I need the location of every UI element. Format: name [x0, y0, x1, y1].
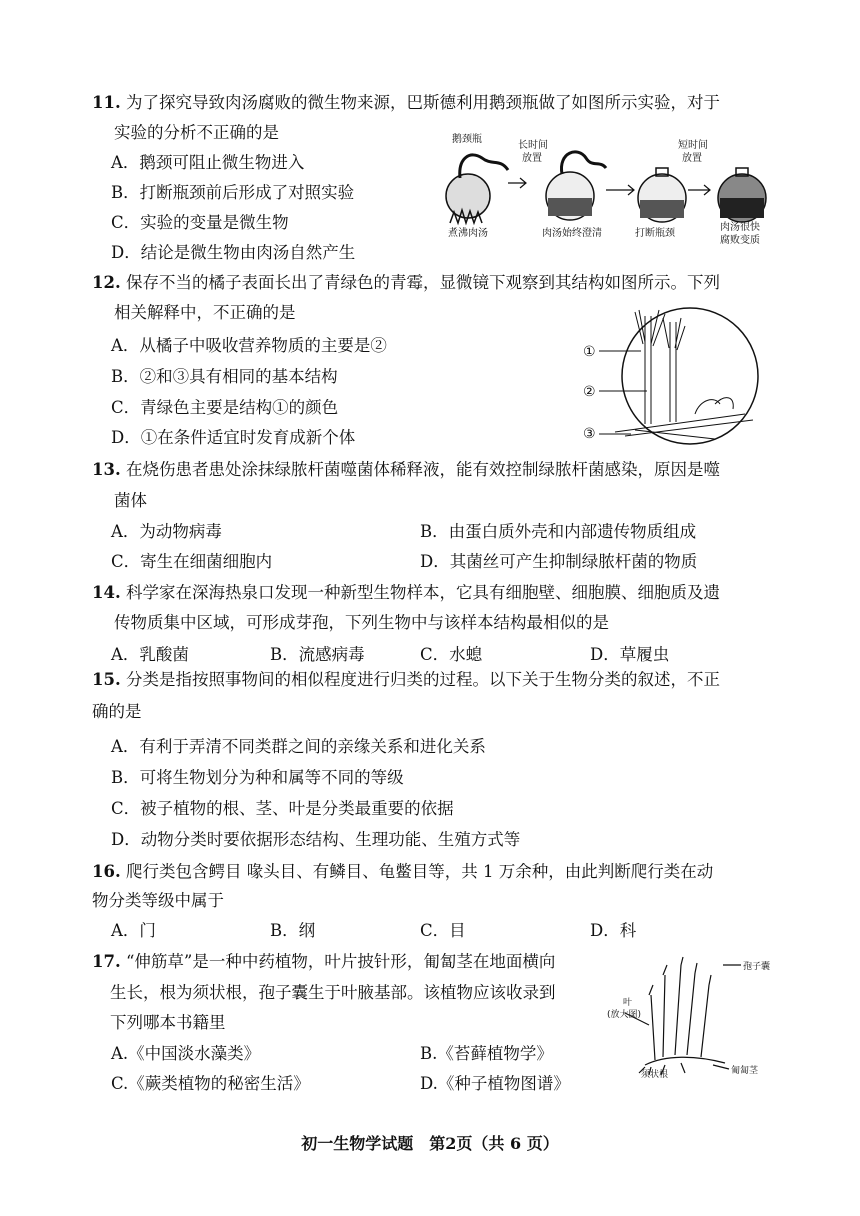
- q15-option-b: B．可将生物划分为种和属等不同的等级: [111, 768, 404, 787]
- fig-label: 放置: [682, 153, 702, 164]
- fig-label: ①: [583, 344, 596, 360]
- q17-option-c: C.《蕨类植物的秘密生活》: [111, 1074, 310, 1093]
- question-14-stem-cont: 传物质集中区域，可形成芽孢，下列生物中与该样本结构最相似的是: [114, 613, 609, 632]
- swan-neck-flask-figure: [430, 128, 780, 248]
- q17-option-d: D.《种子植物图谱》: [420, 1074, 570, 1093]
- fig-label: 腐败变质: [720, 235, 760, 246]
- q16-option-d: D．科: [590, 921, 637, 940]
- fig-label: 煮沸肉汤: [448, 228, 488, 239]
- question-number: 14.: [92, 583, 121, 602]
- fig-label: 须状根: [641, 1070, 669, 1080]
- q13-option-a: A．为动物病毒: [111, 522, 222, 541]
- fig-label: 短时间: [678, 140, 708, 151]
- clubmoss-figure: [605, 955, 780, 1080]
- question-13-stem: 13. 在烧伤患者患处涂抹绿脓杆菌噬菌体稀释液，能有效控制绿脓杆菌感染，原因是噬: [92, 460, 720, 479]
- fig-label: 放置: [522, 153, 542, 164]
- q12-option-b: B．②和③具有相同的基本结构: [111, 367, 338, 386]
- fig-label: 叶: [623, 998, 633, 1008]
- question-number: 12.: [92, 273, 121, 292]
- q16-option-b: B．纲: [270, 921, 316, 940]
- fig-label: 肉汤始终澄清: [542, 228, 602, 239]
- q16-option-a: A．门: [111, 921, 156, 940]
- page-footer: 初一生物学试题 第2页（共 6 页）: [301, 1134, 559, 1153]
- q11-option-d: D．结论是微生物由肉汤自然产生: [111, 243, 356, 262]
- q14-option-b: B．流感病毒: [270, 645, 365, 664]
- q11-option-c: C．实验的变量是微生物: [111, 213, 289, 232]
- fig-label: ②: [583, 384, 596, 400]
- q15-option-a: A．有利于弄清不同类群之间的亲缘关系和进化关系: [111, 737, 486, 756]
- q11-option-b: B．打断瓶颈前后形成了对照实验: [111, 183, 355, 202]
- q12-option-c: C．青绿色主要是结构①的颜色: [111, 398, 339, 417]
- q13-option-c: C．寄生在细菌细胞内: [111, 552, 273, 571]
- question-14-stem: 14. 科学家在深海热泉口发现一种新型生物样本，它具有细胞壁、细胞膜、细胞质及遗: [92, 583, 720, 602]
- q12-option-a: A．从橘子中吸收营养物质的主要是②: [111, 336, 387, 355]
- arrow-icon: [606, 185, 634, 195]
- question-number: 16.: [92, 862, 121, 881]
- fig-label: 孢子囊: [743, 962, 771, 972]
- fig-label: 鹅颈瓶: [452, 134, 482, 145]
- question-11-stem-cont: 实验的分析不正确的是: [114, 123, 279, 142]
- q14-option-a: A．乳酸菌: [111, 645, 189, 664]
- question-11-stem: 11. 为了探究导致肉汤腐败的微生物来源，巴斯德利用鹅颈瓶做了如图所示实验，对于: [92, 93, 720, 112]
- question-number: 17.: [92, 952, 121, 971]
- flask-broken-neck: [638, 168, 686, 222]
- fig-label: 匍匐茎: [731, 1066, 759, 1076]
- flask-clear: [546, 152, 606, 220]
- question-12-stem: 12. 保存不当的橘子表面长出了青绿色的青霉，显微镜下观察到其结构如图所示。下列: [92, 273, 720, 292]
- question-17-stem: 17. “伸筋草”是一种中药植物，叶片披针形，匍匐茎在地面横向: [92, 952, 556, 971]
- q13-option-d: D．其菌丝可产生抑制绿脓杆菌的物质: [420, 552, 698, 571]
- question-12-stem-cont: 相关解释中，不正确的是: [114, 303, 296, 322]
- fig-label: ③: [583, 426, 596, 442]
- penicillium-figure: [575, 304, 775, 454]
- flask-spoiled: [718, 168, 766, 222]
- fig-label: 长时间: [518, 140, 548, 151]
- q16-option-c: C．目: [420, 921, 466, 940]
- q17-option-b: B.《苔藓植物学》: [420, 1044, 553, 1063]
- q12-option-d: D．①在条件适宜时发育成新个体: [111, 428, 356, 447]
- q13-option-b: B．由蛋白质外壳和内部遗传物质组成: [420, 522, 697, 541]
- fig-label: 打断瓶颈: [635, 228, 675, 239]
- q14-option-d: D．草履虫: [590, 645, 670, 664]
- question-number: 15.: [92, 670, 121, 689]
- question-15-stem-cont: 确的是: [92, 702, 142, 721]
- question-17-stem-cont: 生长，根为须状根，孢子囊生于叶腋基部。该植物应该收录到: [110, 983, 556, 1002]
- question-16-stem: 16. 爬行类包含鳄目 喙头目、有鳞目、龟鳖目等，共 1 万余种，由此判断爬行类在动: [92, 862, 714, 881]
- question-13-stem-cont: 菌体: [114, 491, 147, 510]
- flask-boiling: [446, 155, 508, 223]
- question-number: 11.: [92, 93, 121, 112]
- question-16-stem-cont: 物分类等级中属于: [92, 891, 224, 910]
- fig-label: (放大图): [607, 1010, 642, 1020]
- q15-option-c: C．被子植物的根、茎、叶是分类最重要的依据: [111, 799, 454, 818]
- q15-option-d: D．动物分类时要依据形态结构、生理功能、生殖方式等: [111, 830, 521, 849]
- q11-option-a: A．鹅颈可阻止微生物进入: [111, 153, 305, 172]
- arrow-icon: [508, 178, 526, 188]
- question-15-stem: 15. 分类是指按照事物间的相似程度进行归类的过程。以下关于生物分类的叙述，不正: [92, 670, 720, 689]
- question-17-stem-cont2: 下列哪本书籍里: [110, 1013, 226, 1032]
- arrow-icon: [688, 185, 710, 195]
- q14-option-c: C．水螅: [420, 645, 483, 664]
- question-number: 13.: [92, 460, 121, 479]
- q17-option-a: A.《中国淡水藻类》: [111, 1044, 261, 1063]
- fig-label: 肉汤很快: [720, 222, 760, 233]
